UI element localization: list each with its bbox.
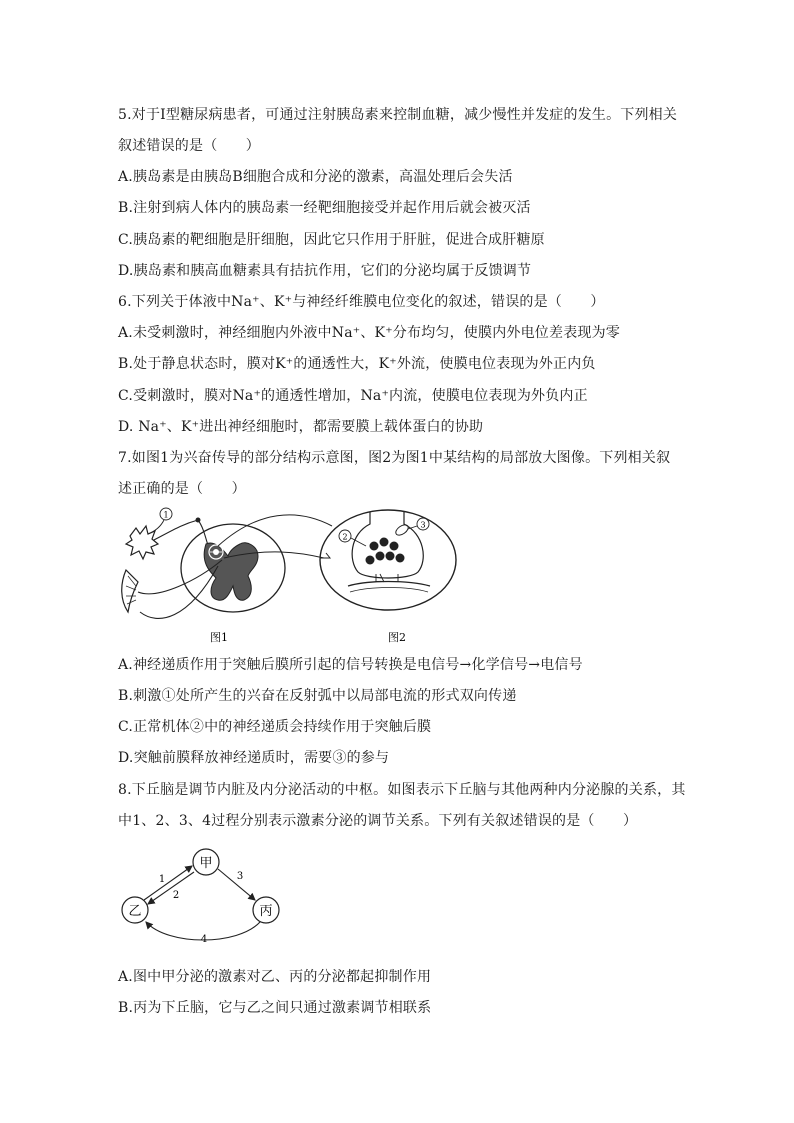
- q7-option-b: B.刺激①处所产生的兴奋在反射弧中以局部电流的形式双向传递: [118, 688, 517, 704]
- q6-option-c: C.受刺激时，膜对Na⁺的通透性增加，Na⁺内流，使膜电位表现为外负内正: [118, 388, 588, 404]
- arrow-1: [144, 866, 192, 900]
- q5-option-c: C.胰岛素的靶细胞是肝细胞，因此它只作用于肝脏，促进合成肝糖原: [118, 232, 545, 248]
- q8-stem-line1: 8.下丘脑是调节内脏及内分泌活动的中枢。如图表示下丘脑与其他两种内分泌腺的关系，其: [118, 782, 686, 798]
- figure-1-label: 图1: [210, 631, 228, 644]
- q8-stem-line2: 中1、2、3、4过程分别表示激素分泌的调节关系。下列有关叙述错误的是（ ）: [118, 813, 638, 829]
- q5-option-b: B.注射到病人体内的胰岛素一经靶细胞接受并起作用后就会被灭活: [118, 200, 531, 216]
- q6-option-b: B.处于静息状态时，膜对K⁺的通透性大，K⁺外流，使膜电位表现为外正内负: [118, 356, 596, 372]
- arrow-2-label: 2: [172, 890, 180, 901]
- q7-option-c: C.正常机体②中的神经递质会持续作用于突触后膜: [118, 719, 432, 735]
- q6-option-a: A.未受刺激时，神经细胞内外液中Na⁺、K⁺分布均匀，使膜内外电位差表现为零: [118, 325, 620, 341]
- q5-stem-line2: 叙述错误的是（ ）: [118, 138, 260, 154]
- q8-diagram: [118, 842, 298, 950]
- mark-1-glyph: 1: [163, 510, 169, 520]
- q7-option-d: D.突触前膜释放神经递质时，需要③的参与: [118, 750, 390, 766]
- node-jia-label: 甲: [199, 856, 213, 871]
- q5-option-a: A.胰岛素是由胰岛B细胞合成和分泌的激素，高温处理后会失活: [118, 169, 513, 185]
- gland-relationship-diagram: [118, 842, 298, 950]
- figure-2-label: 图2: [388, 631, 406, 644]
- q7-option-a: A.神经递质作用于突触后膜所引起的信号转换是电信号→化学信号→电信号: [118, 657, 583, 673]
- mark-3-glyph: 3: [420, 520, 426, 530]
- node-bing-label: 丙: [259, 904, 273, 919]
- arrow-1-label: 1: [158, 874, 166, 885]
- node-yi-label: 乙: [128, 904, 142, 919]
- q7-figure: [118, 500, 468, 648]
- q7-stem-line2: 述正确的是（ ）: [118, 481, 246, 497]
- q6-stem-line1: 6.下列关于体液中Na⁺、K⁺与神经纤维膜电位变化的叙述，错误的是（ ）: [118, 294, 605, 310]
- neural-structure-diagram: [118, 500, 468, 648]
- arrow-2: [148, 872, 194, 904]
- arrow-3-label: 3: [236, 871, 244, 882]
- q6-option-d: D. Na⁺、K⁺进出神经细胞时，都需要膜上载体蛋白的协助: [118, 419, 484, 435]
- q5-stem-line1: 5.对于Ⅰ型糖尿病患者，可通过注射胰岛素来控制血糖，减少慢性并发症的发生。下列相关: [118, 107, 678, 123]
- arrow-4-label: 4: [200, 934, 208, 945]
- q8-option-a: A.图中甲分泌的激素对乙、丙的分泌都起抑制作用: [118, 969, 432, 985]
- q8-option-b: B.丙为下丘脑，它与乙之间只通过激素调节相联系: [118, 1000, 432, 1016]
- q5-option-d: D.胰岛素和胰高血糖素具有拮抗作用，它们的分泌均属于反馈调节: [118, 263, 532, 279]
- mark-2-glyph: 2: [342, 532, 348, 542]
- q7-stem-line1: 7.如图1为兴奋传导的部分结构示意图，图2为图1中某结构的局部放大图像。下列相关叙: [118, 450, 671, 466]
